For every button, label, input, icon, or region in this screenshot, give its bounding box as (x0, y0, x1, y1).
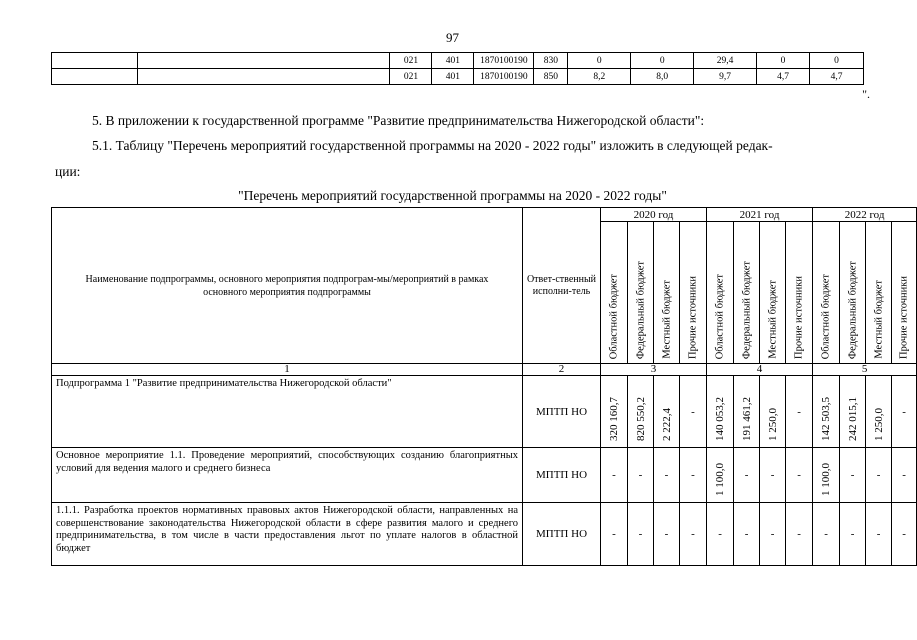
source-header: Областной бюджет (714, 273, 726, 359)
value-text: 1 250,0 (872, 408, 885, 441)
continuation-cell: 850 (534, 69, 568, 85)
value-cell: - (760, 503, 786, 566)
value-cell (760, 376, 786, 448)
value-text: 2 222,4 (660, 408, 673, 441)
year-2020: 2020 год (601, 208, 707, 222)
value-cell (601, 376, 628, 448)
source-header: Местный бюджет (661, 280, 672, 359)
continuation-cell: 1870100190 (474, 69, 534, 85)
value-text: 142 503,5 (820, 397, 833, 441)
continuation-cell: 0 (631, 53, 694, 69)
col-number-3: 3 (601, 364, 707, 376)
value-text: 1 100,0 (714, 463, 727, 496)
value-cell: - (786, 503, 813, 566)
source-header-cell (734, 222, 760, 364)
continuation-cell: 8,0 (631, 69, 694, 85)
value-cell (734, 376, 760, 448)
col-number-4: 4 (707, 364, 813, 376)
continuation-cell: 0 (757, 53, 810, 69)
value-cell: - (866, 448, 892, 503)
measure-executor: МПТП НО (523, 376, 601, 448)
source-header-cell (601, 222, 628, 364)
table-row (52, 448, 917, 503)
continuation-cell: 4,7 (757, 69, 810, 85)
value-cell: - (628, 503, 654, 566)
paragraph-5-1: 5.1. Таблицу "Перечень мероприятий государственной программы на 2020 - 2022 годы" изложить в следующей редак- (92, 138, 773, 153)
source-header: Федеральный бюджет (847, 260, 859, 359)
value-cell (866, 376, 892, 448)
header-name: Наименование подпрограммы, основного мероприятия подпрограм-мы/мероприятий в рамках основного мероприятия подпрограммы (85, 273, 489, 298)
value-cell: - (628, 448, 654, 503)
source-header: Прочие источники (687, 276, 699, 359)
value-text: 1 250,0 (766, 408, 779, 441)
source-header: Местный бюджет (873, 280, 885, 359)
value-cell: - (760, 448, 786, 503)
value-cell: - (840, 503, 866, 566)
value-cell (840, 376, 866, 448)
value-cell: - (734, 448, 760, 503)
col-number-2: 2 (523, 364, 601, 376)
source-header-cell (840, 222, 866, 364)
continuation-cell (52, 69, 138, 85)
source-header-cell (760, 222, 786, 364)
value-text: 1 100,0 (820, 463, 833, 496)
header-exec-cell (523, 208, 601, 364)
value-cell: - (707, 503, 734, 566)
value-cell: - (654, 448, 680, 503)
value-cell: - (734, 503, 760, 566)
source-header-cell (680, 222, 707, 364)
table-row (52, 376, 917, 448)
continuation-row (52, 69, 864, 85)
continuation-cell (52, 53, 138, 69)
continuation-table (51, 52, 864, 85)
closing-quote: ". (862, 87, 870, 101)
value-cell (813, 376, 840, 448)
col-number-5: 5 (813, 364, 917, 376)
continuation-cell: 8,2 (568, 69, 631, 85)
value-text: 242 015,1 (846, 397, 859, 441)
continuation-cell (137, 53, 390, 69)
continuation-row (52, 53, 864, 69)
value-cell: - (892, 503, 917, 566)
value-cell: - (601, 503, 628, 566)
source-header-cell (654, 222, 680, 364)
value-cell: - (786, 448, 813, 503)
value-cell: - (680, 376, 707, 448)
measures-table (51, 207, 917, 566)
continuation-cell (137, 69, 390, 85)
source-header-cell (786, 222, 813, 364)
source-header: Федеральный бюджет (635, 260, 646, 359)
continuation-cell: 830 (534, 53, 568, 69)
measure-name: 1.1.1. Разработка проектов нормативных правовых актов Нижегородской области, направленных на совершенствование законодательства Нижегородской области в сфере развития малого и среднего предпринимательства, в том числе в части предоставления льгот по уплате налогов в областной бюджет (52, 503, 523, 566)
source-header: Областной бюджет (820, 273, 832, 359)
continuation-cell: 29,4 (694, 53, 757, 69)
source-header-cell (813, 222, 840, 364)
paragraph-5: 5. В приложении к государственной программе "Развитие предпринимательства Нижегородской области": (92, 113, 705, 128)
value-cell: - (654, 503, 680, 566)
value-cell: - (601, 448, 628, 503)
value-cell: - (680, 448, 707, 503)
value-cell (707, 376, 734, 448)
year-2022: 2022 год (813, 208, 917, 222)
source-header-cell (707, 222, 734, 364)
header-exec: Ответ-ственный исполни-тель (526, 273, 597, 297)
value-text: 191 461,2 (740, 397, 753, 441)
source-header-cell (892, 222, 917, 364)
value-cell (707, 448, 734, 503)
measure-executor: МПТП НО (523, 448, 601, 503)
source-header: Местный бюджет (767, 280, 779, 359)
continuation-cell: 1870100190 (474, 53, 534, 69)
value-cell: - (892, 448, 917, 503)
value-cell: - (786, 376, 813, 448)
value-cell: - (866, 503, 892, 566)
source-header: Прочие источники (793, 276, 805, 359)
value-text: 320 160,7 (608, 397, 620, 441)
paragraph-continuation: ции: (55, 164, 81, 179)
value-cell (813, 448, 840, 503)
value-text: 820 550,2 (634, 397, 647, 441)
measure-name: Основное мероприятие 1.1. Проведение мероприятий, способствующих созданию благоприятных условий для ведения малого и среднего бизнеса (52, 448, 523, 503)
page-number: 97 (446, 30, 459, 45)
continuation-cell: 4,7 (810, 69, 864, 85)
value-cell: - (840, 448, 866, 503)
source-header: Федеральный бюджет (741, 260, 753, 359)
continuation-cell: 401 (432, 53, 474, 69)
continuation-cell: 0 (810, 53, 864, 69)
header-name-cell (52, 208, 523, 364)
table-title: "Перечень мероприятий государственной программы на 2020 - 2022 годы" (238, 188, 667, 203)
col-number-1: 1 (52, 364, 523, 376)
source-header: Областной бюджет (608, 273, 620, 359)
continuation-cell: 0 (568, 53, 631, 69)
value-cell (654, 376, 680, 448)
measure-name: Подпрограмма 1 "Развитие предпринимательства Нижегородской области" (52, 376, 523, 448)
continuation-cell: 9,7 (694, 69, 757, 85)
value-cell: - (892, 376, 917, 448)
source-header: Прочие источники (898, 276, 910, 359)
continuation-cell: 021 (390, 53, 432, 69)
measure-executor: МПТП НО (523, 503, 601, 566)
continuation-cell: 401 (432, 69, 474, 85)
value-cell: - (813, 503, 840, 566)
value-cell (628, 376, 654, 448)
value-cell: - (680, 503, 707, 566)
continuation-cell: 021 (390, 69, 432, 85)
year-2021: 2021 год (707, 208, 813, 222)
table-row (52, 503, 917, 566)
source-header-cell (866, 222, 892, 364)
value-text: 140 053,2 (714, 397, 727, 441)
source-header-cell (628, 222, 654, 364)
